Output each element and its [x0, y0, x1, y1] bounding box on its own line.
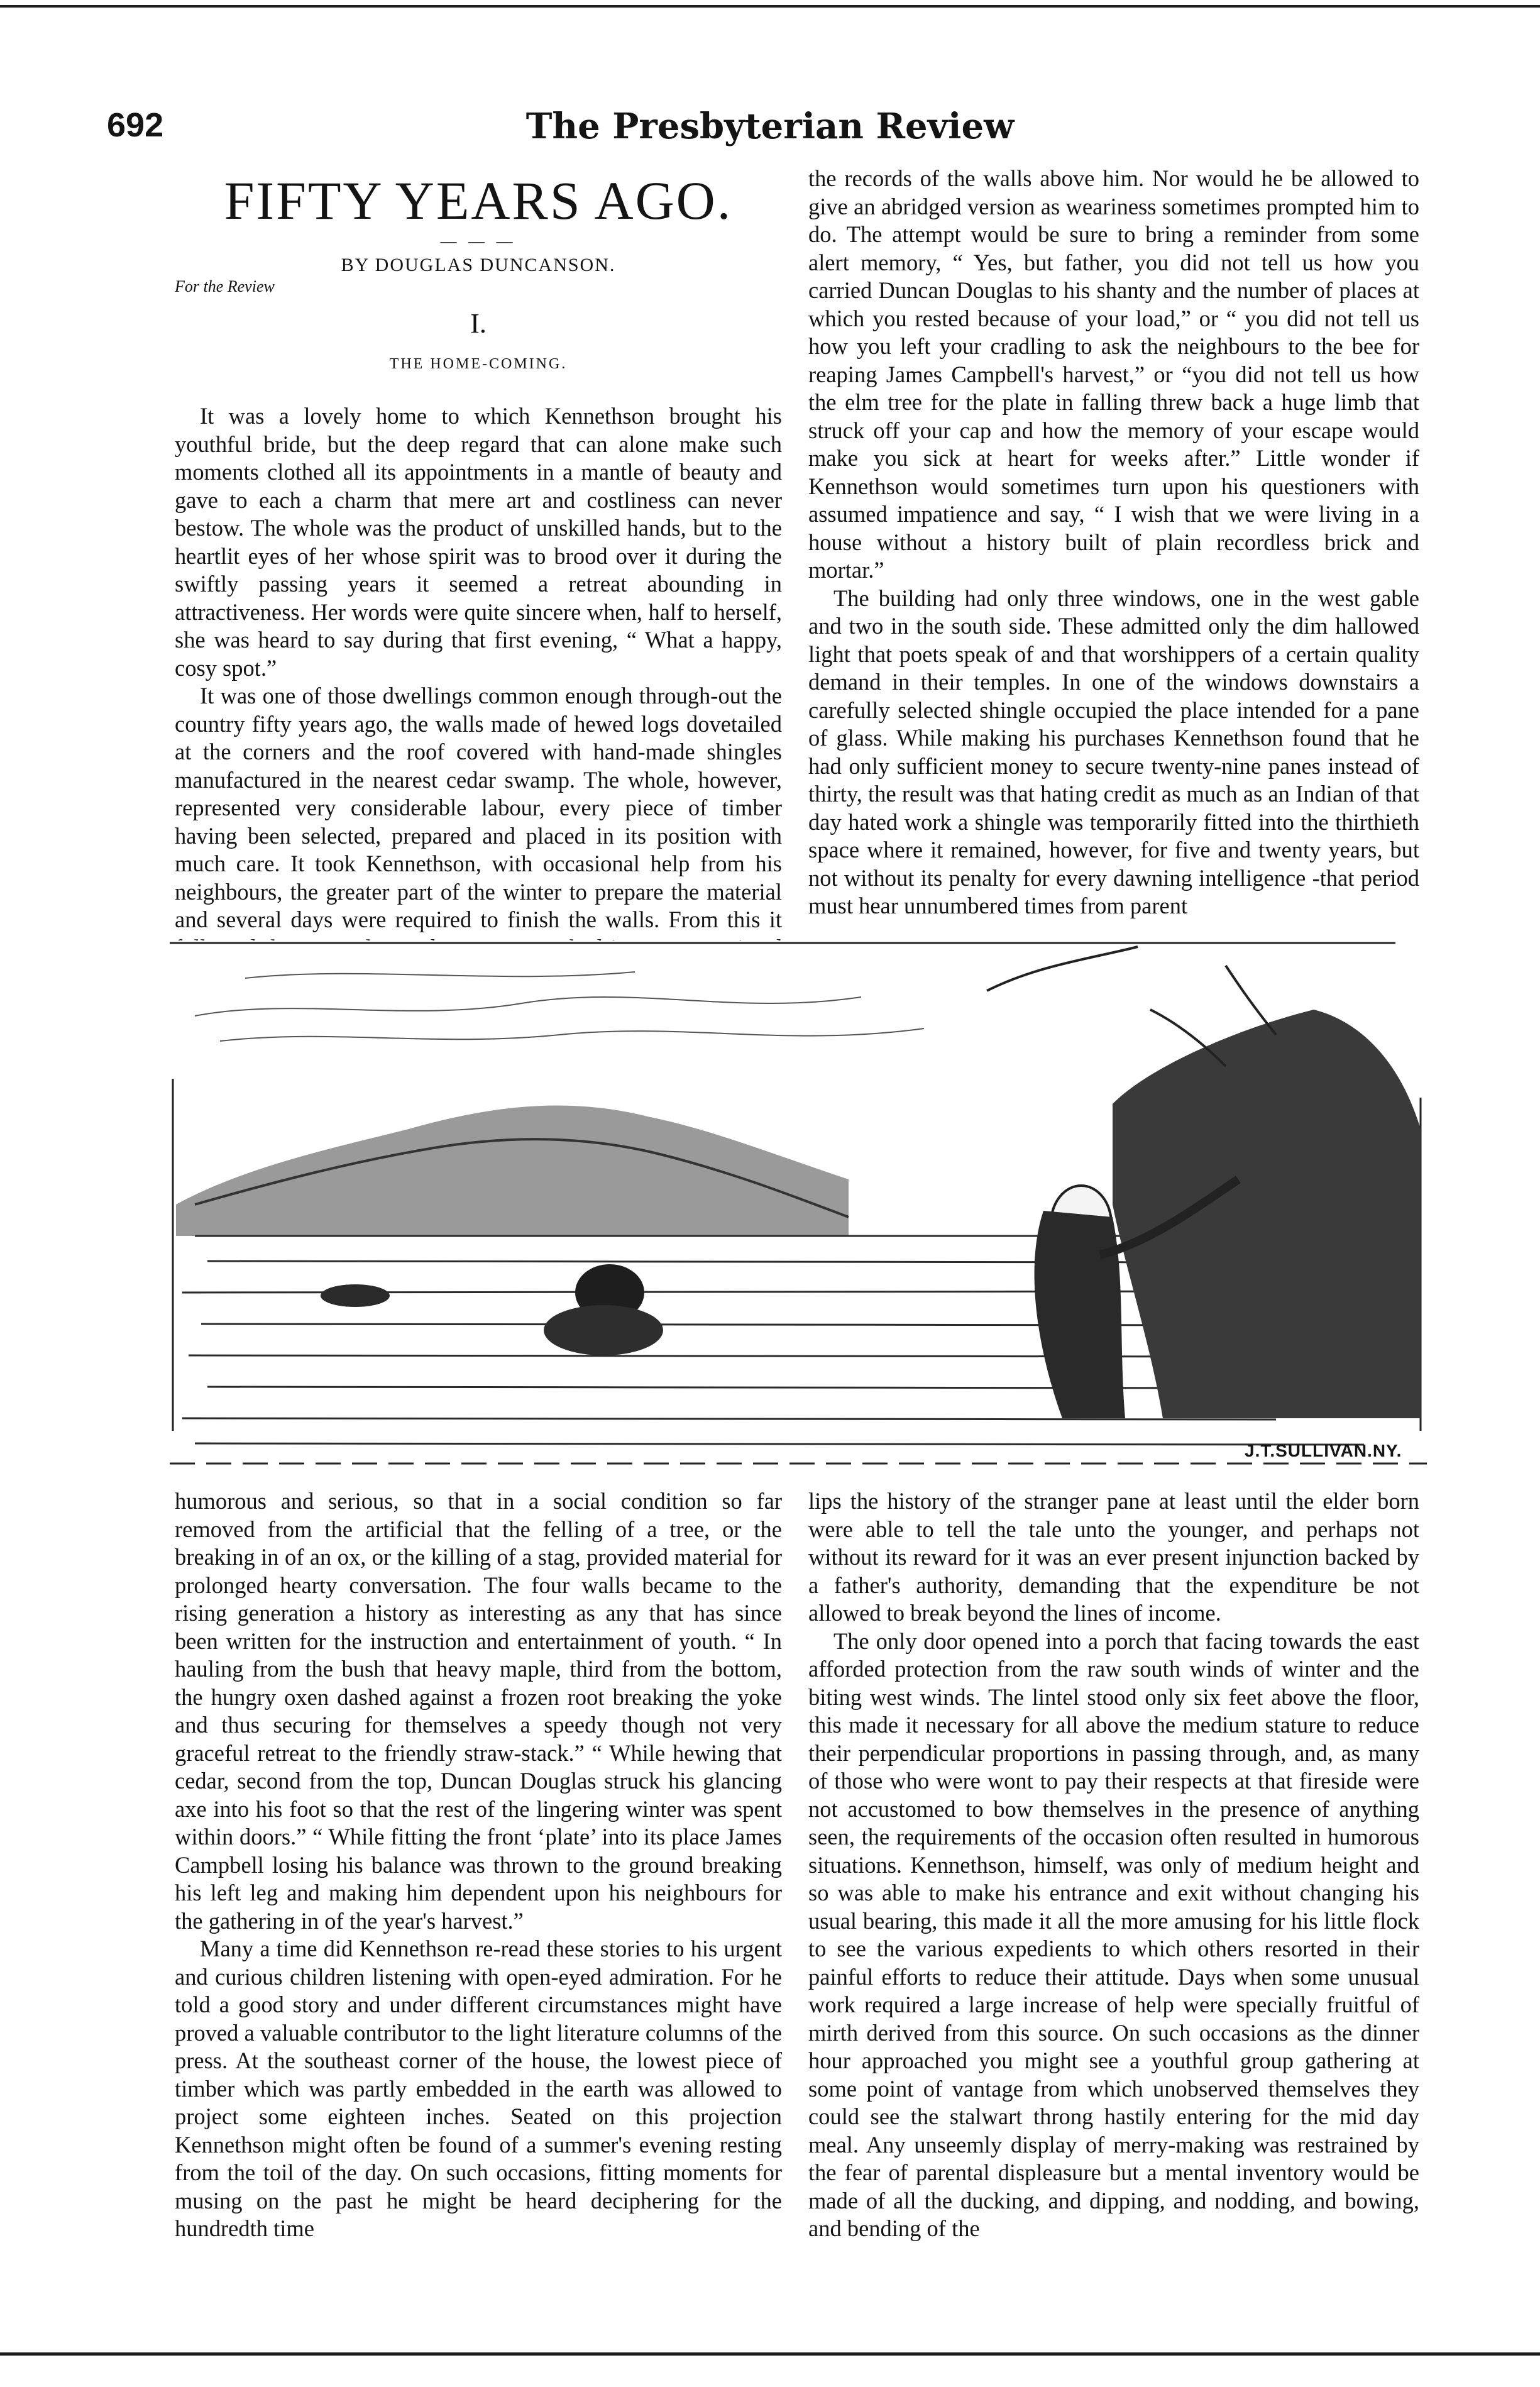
title-divider: — — —: [440, 231, 517, 250]
column-bottom-left: [175, 1487, 782, 2243]
paragraph: The only door opened into a porch that facing towards the east afforded protection from the raw south winds of winter and the biting west winds. The lintel stood only six feet above the floor, this made it necessary for all above the medium stature to reduce their perpendicular proportions in passing through, and, as many of those who were wont to pay their respects at that fireside were not accustomed to bow themselves in the presence of anything seen, the requirements of the occasion often resulted in humorous situations. Kennethson, himself, was only of medium height and so was able to make his entrance and exit without changing his usual bearing, this made it all the more amusing for his little flock to see the various expedients to which others resorted in their painful efforts to reduce their attitude. Days when some unusual work required a large increase of help were specially fruitful of mirth derived from this source. On such occasions as the dinner hour approached you might see a youthful group gathering at some point of vantage from which unobserved themselves they could see the stalwart throng hastily entering for the mid day meal. Any unseemly display of merry-making was restrained by the fear of parental displeasure but a mental inventory would be made of all the ducking, and dipping, and nodding, and bowing, and bending of the: [808, 1628, 1419, 2242]
paragraph: lips the history of the stranger pane at least until the elder born were able to tell the tale unto the younger, and perhaps not without its reward for it was an ever present injunction backed by a father's authority, demanding that the expenditure be not allowed to break beyond the lines of income.: [808, 1488, 1419, 1626]
page-number: 692: [107, 106, 164, 144]
top-rule: [0, 5, 1540, 8]
paragraph: It was one of those dwellings common enough through-out the country fifty years ago, the walls made of hewed logs dovetailed at the corners and the roof covered with hand-made shingles manufactured in the nearest cedar swamp. The whole, however, represented very considerable labour, every piece of timber having been selected, prepared and placed in its position with much care. It took Kennethson, with occasional help from his neighbours, the greater part of the winter to prepare the material and several days were required to finish the walls. From this it: [175, 683, 782, 933]
illustrator-signature: J.T.SULLIVAN.NY.: [1245, 1441, 1402, 1460]
paragraph: It was a lovely home to which Kennethson brought his youthful bride, but the deep regard that can alone make such moments clothed all its appointments in a mantle of beauty and gave to each a charm that mere art and costliness can never bestow. The whole was the product of unskilled hands, but to the heartlit eyes of her whose spirit was to brood over it during the swiftly passing years it seemed a retreat abounding in attractiveness. Her words were quite sincere when, half to herself, she was heard to say during that first evening, “ What a happy, cosy spot.”: [175, 403, 782, 681]
section-number: I.: [470, 307, 487, 339]
paragraph: the records of the walls above him. Nor would he be allowed to give an abridged version as weariness sometimes prompted him to do. The attempt would be sure to bring a reminder from some alert memory, “ Yes, but father, you did not tell us how you carried Duncan Douglas to his shanty and the number of places at which you rested because of your load,” or “ you did not tell us how you left your cradling to ask the neighbours to the bee for reaping James Campbell's harvest,” or “you did not tell us how the elm tree for the plate in falling threw back a huge limb that struck off your cap and how the memory of your escape would make you sick at heart for weeks after.” Little wonder if Kennethson would sometimes turn upon his questioners with assumed impatience and say, “ I wish that we were living in a house without a history built of plain recordless brick and mortar.”: [808, 165, 1419, 583]
bottom-rule: [0, 2352, 1540, 2356]
article-title: FIFTY YEARS AGO.: [224, 170, 733, 231]
section-title: THE HOME-COMING.: [389, 355, 568, 372]
column-top-left: [175, 402, 782, 990]
paragraph: Many a time did Kennethson re-read these stories to his urgent and curious children listening with open-eyed admiration. For he told a good story and under different circumstances might have proved a valuable contributor to the light literature columns of the press. At the southeast corner of the house, the lowest piece of timber which was partly embedded in the earth was allowed to project some eighteen inches. Seated on this projection Kennethson might often be found of a summer's evening resting from the toil of the day. On such occasions, fitting moments for musing on the past he might be heard deciphering for the hundredth time: [175, 1936, 782, 2242]
article-heading: [175, 165, 782, 373]
review-note: For the Review: [175, 277, 275, 295]
column-bottom-right: [808, 1487, 1419, 2243]
paragraph: The building had only three windows, one in the west gable and two in the south side. These admitted only the dim hallowed light that poets speak of and that worshippers of a certain quality demand in their temples. In one of the windows downstairs a carefully selected shingle occupied the place intended for a pane of glass. While making his purchases Kennethson found that he had only sufficient money to secure twenty-nine panes instead of thirty, the result was that hating credit as much as an Indian of that day hated work a shingle was temporarily fitted into the thirthieth space where it remained, however, for five and twenty years, but not without its penalty for every dawning intelligence -that period must hear unnumbered times from parent: [808, 585, 1419, 919]
engraving-image: [170, 940, 1433, 1469]
illustration-river-rescue: [170, 940, 1433, 1469]
page-header: [107, 106, 1433, 156]
byline: BY DOUGLAS DUNCANSON.: [341, 254, 616, 275]
running-title: The Presbyterian Review: [525, 106, 1015, 147]
column-top-right: [808, 165, 1419, 920]
paragraph: humorous and serious, so that in a social condition so far removed from the artificial that the felling of a tree, or the breaking in of an ox, or the killing of a stag, provided material for prolonged hearty conversation. The four walls became to the rising generation a history as interesting as any that has since been written for the instruction and entertainment of youth. “ In hauling from the bush that heavy maple, third from the bottom, the hungry oxen dashed against a frozen root breaking the yoke and thus securing for themselves a speedy though not very graceful retreat to the friendly straw-stack.” “ While hewing that cedar, second from the top, Duncan Douglas struck his glancing axe into his foot so that the rest of the lingering winter was spent within doors.” “ While fitting the front ‘plate’ into its place James Campbell losing his balance was thrown to the ground breaking his left leg and making him dependent upon his neighbours for the gathering in of the year's harvest.”: [175, 1488, 782, 1934]
